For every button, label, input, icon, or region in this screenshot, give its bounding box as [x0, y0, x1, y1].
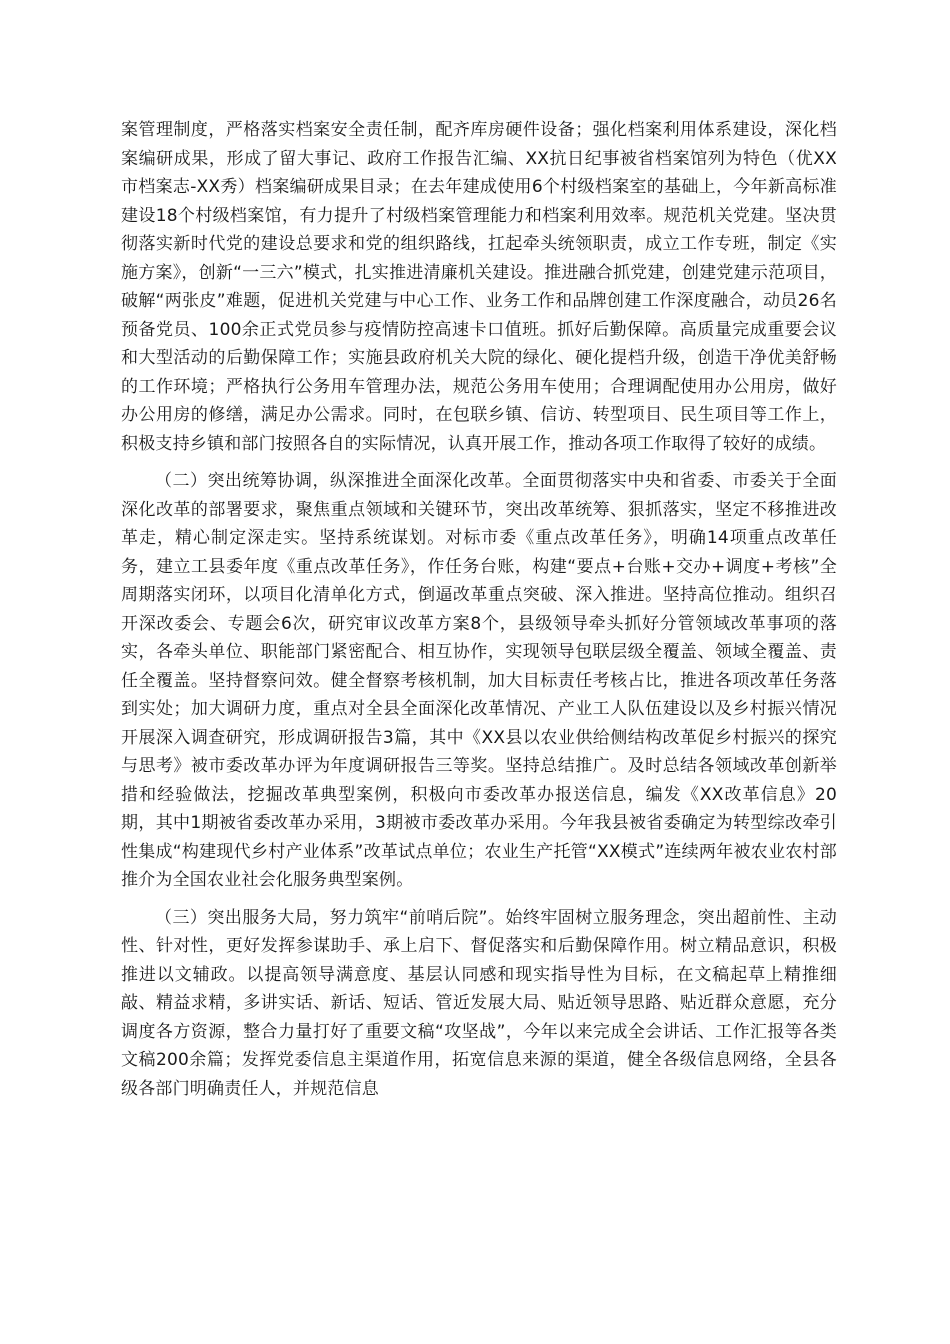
paragraph-section-three: （三）突出服务大局，努力筑牢“前哨后院”。始终牢固树立服务理念，突出超前性、主动性、针对性，更好发挥参谋助手、承上启下、督促落实和后勤保障作用。树立精品意识，积极推进以文辅政。以提高领导满意度、基层认同感和现实指导性为目标，在文稿起草上精推细敲、精益求精，多讲实话、新话、短话、管近发展大局、贴近领导思路、贴近群众意愿，充分调度各方资源，整合力量打好了重要文稿“攻坚战”，今年以来完成全会讲话、工作汇报等各类文稿200余篇；发挥党委信息主渠道作用，拓宽信息来源的渠道，健全各级信息网络，全县各级各部门明确责任人，并规范信息: [121, 907, 837, 1099]
paragraph-continuation: 案管理制度，严格落实档案安全责任制，配齐库房硬件设备；强化档案利用体系建设，深化档案编研成果，形成了留大事记、政府工作报告汇编、XX抗日纪事被省档案馆列为特色（优XX市档案志-XX秀）档案编研成果目录；在去年建成使用6个村级档案室的基础上，今年新高标准建设18个村级档案馆，有力提升了村级档案管理能力和档案利用效率。规范机关党建。坚决贯彻落实新时代党的建设总要求和党的组织路线，扛起牵头统领职责，成立工作专班，制定《实施方案》，创新“一三六”模式，扎实推进清廉机关建设。推进融合抓党建，创建党建示范项目，破解“两张皮”难题，促进机关党建与中心工作、业务工作和品牌创建工作深度融合，动员26名预备党员、100余正式党员参与疫情防控高速卡口值班。抓好后勤保障。高质量完成重要会议和大型活动的后勤保障工作；实施县政府机关大院的绿化、硬化提档升级，创造干净优美舒畅的工作环境；严格执行公务用车管理办法，规范公务用车使用；合理调配使用办公用房，做好办公用房的修缮，满足办公需求。同时，在包联乡镇、信访、转型项目、民生项目等工作上，积极支持乡镇和部门按照各自的实际情况，认真开展工作，推动各项工作取得了较好的成绩。: [121, 120, 837, 454]
document-body: [121, 116, 837, 1103]
paragraph-section-two: （二）突出统筹协调，纵深推进全面深化改革。全面贯彻落实中央和省委、市委关于全面深化改革的部署要求，聚焦重点领域和关键环节，突出改革统筹、狠抓落实，坚定不移推进改革走，精心制定深走实。坚持系统谋划。对标市委《重点改革任务》，明确14项重点改革任务，建立工县委年度《重点改革任务》，作任务台账，构建“要点+台账+交办+调度+考核”全周期落实闭环，以项目化清单化方式，倒逼改革重点突破、深入推进。坚持高位推动。组织召开深改委会、专题会6次，研究审议改革方案8个，县级领导牵头抓好分管领域改革事项的落实，各牵头单位、职能部门紧密配合、相互协作，实现领导包联层级全覆盖、领域全覆盖、责任全覆盖。坚持督察问效。健全督察考核机制，加大目标责任考核占比，推进各项改革任务落到实处；加大调研力度，重点对全县全面深化改革情况、产业工人队伍建设以及乡村振兴情况开展深入调查研究，形成调研报告3篇，其中《XX县以农业供给侧结构改革促乡村振兴的探究与思考》被市委改革办评为年度调研报告三等奖。坚持总结推广。及时总结各领域改革创新举措和经验做法，挖掘改革典型案例，积极向市委改革办报送信息，编发《XX改革信息》20期，其中1期被省委改革办采用，3期被市委改革办采用。今年我县被省委确定为转型综改牵引性集成“构建现代乡村产业体系”改革试点单位；农业生产托管“XX模式”连续两年被农业农村部推介为全国农业社会化服务典型案例。: [121, 471, 837, 890]
